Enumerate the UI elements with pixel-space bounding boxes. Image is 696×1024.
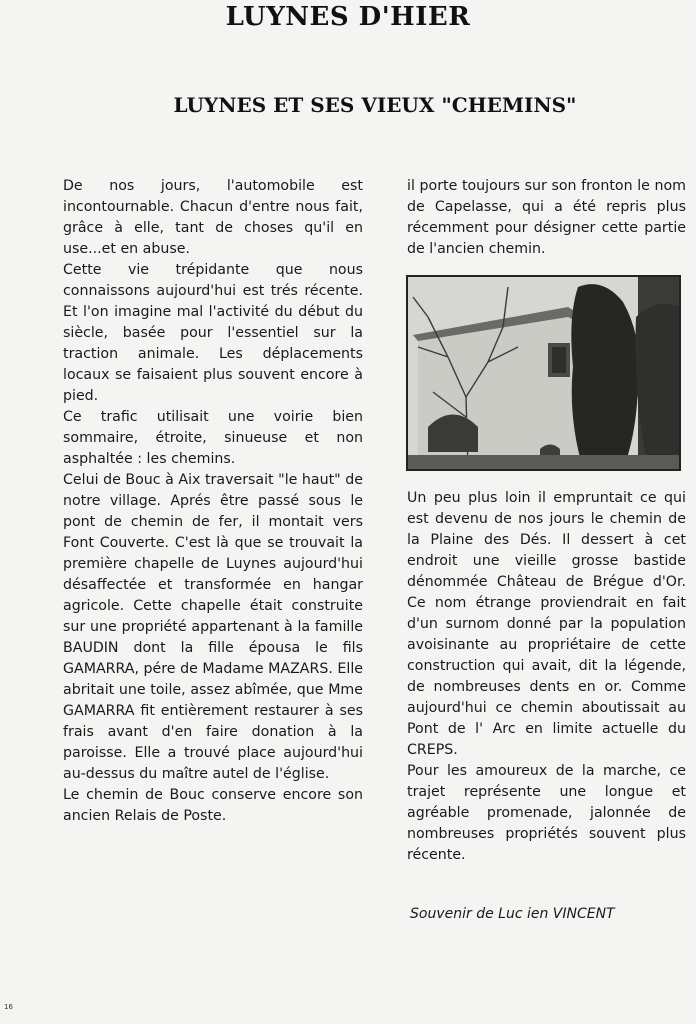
author-signature: Souvenir de Luc ien VINCENT [410,906,615,922]
paragraph: Celui de Bouc à Aix traversait "le haut" de notre village. Aprés être passé sous le pont de chemin de fer, il montait vers Font Couverte. C'est là que se trouvait la première chapelle de Luynes aujourd'hui désaffectée et transformée en hangar agricole. Cette chapelle était construite sur une propriété appartenant à la famille BAUDIN dont la fille épousa le fils GAMARRA, pére de Madame MAZARS. Elle abritait une toile, assez abîmée, que Mme GAMARRA fit entièrement restaurer à ses frais avant d'en faire donation à la paroisse. Elle a trouvé place aujourd'hui au-dessus du maître autel de l'église. [63,472,363,782]
old-stone-house-image [408,277,679,469]
paragraph: Ce trafic utilisait une voirie bien sommaire, étroite, sinueuse et non asphaltée : les chemins. [63,409,363,467]
paragraph: Un peu plus loin il empruntait ce qui est devenu de nos jours le chemin de la Plaine des Dés. Il dessert à cet endroit une vieille grosse bastide dénommée Château de Brégue d'Or. Ce nom étrange proviendrait en fait d'un surnom donné par la population avoisinante au propriétaire de cette construction qui avait, dit la légende, de nombreuses dents en or. Comme aujourd'hui ce chemin aboutissait au Pont de l' Arc en limite actuelle du CREPS. [407,490,686,758]
paragraph: il porte toujours sur son fronton le nom de Capelasse, qui a été repris plus récemment pour désigner cette partie de l'ancien chemin. [407,178,686,257]
page-number: 16 [4,1003,13,1011]
right-column-bottom [407,488,686,866]
paragraph: Pour les amoureux de la marche, ce trajet représente une longue et agréable promenade, jalonnée de nombreuses propriétés souvent plus récente. [407,763,686,863]
paragraph: Cette vie trépidante que nous connaissons aujourd'hui est trés récente. Et l'on imagine mal l'activité du début du siècle, basée pour l'essentiel sur la traction animale. Les déplacements locaux se faisaient plus souvent encore à pied. [63,262,363,404]
paragraph: Le chemin de Bouc conserve encore son ancien Relais de Poste. [63,787,363,824]
article-title: LUYNES ET SES VIEUX "CHEMINS" [173,93,577,117]
right-column-top [407,176,686,260]
house-photo [406,275,681,471]
page-title: LUYNES D'HIER [225,2,471,32]
paragraph: De nos jours, l'automobile est incontournable. Chacun d'entre nous fait, grâce à elle, tant de choses qu'il en use...et en abuse. [63,178,363,257]
left-column [63,176,363,827]
